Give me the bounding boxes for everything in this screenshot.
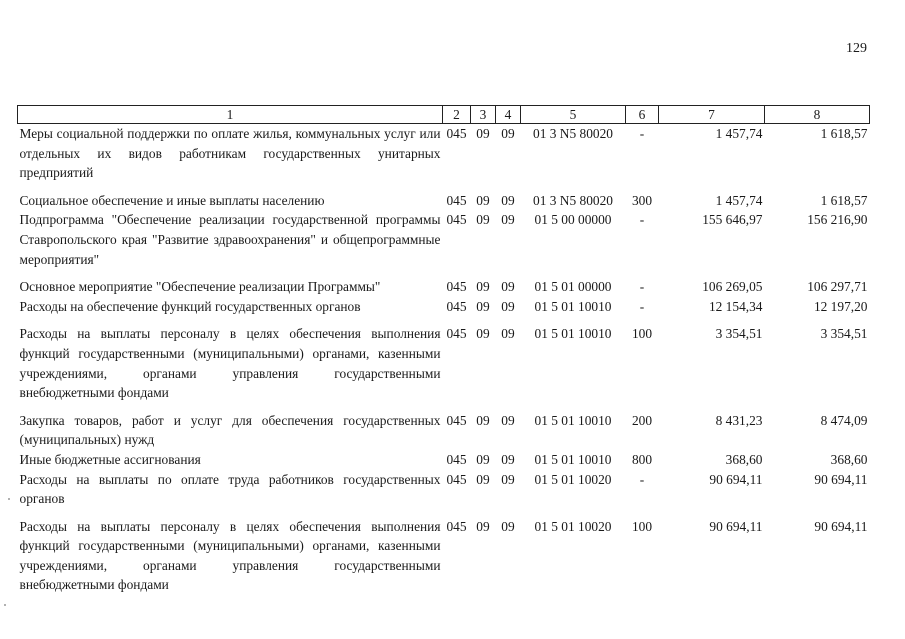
row-year1: 12 154,34: [708, 298, 763, 314]
row-year2: 90 694,11: [814, 518, 868, 534]
table-header-row: [18, 106, 870, 124]
row-name: Расходы на обеспечение функций государственных органов: [19, 298, 361, 314]
column-header-subsection: 4: [496, 106, 521, 124]
row-type: 800: [631, 451, 653, 467]
row-admin: 045: [446, 279, 467, 295]
table-row: [18, 297, 870, 325]
row-type: -: [639, 279, 645, 295]
table-row: [18, 324, 870, 410]
row-name: Подпрограмма "Обеспечение реализации государственной программы Ставропольского края "Развитие здравоохранения" и общепрограммные мероприятия": [19, 212, 441, 267]
row-year2: 106 297,71: [807, 279, 868, 295]
row-admin: 045: [446, 518, 467, 534]
row-section: 09: [476, 412, 490, 428]
column-header-year1: 7: [659, 106, 765, 124]
scan-speck: [4, 604, 6, 606]
row-subsection: 09: [501, 326, 515, 342]
row-target: 01 5 01 10010: [534, 298, 612, 314]
row-target: 01 5 00 00000: [534, 212, 612, 228]
row-subsection: 09: [501, 212, 515, 228]
row-year1: 155 646,97: [702, 212, 763, 228]
row-section: 09: [476, 451, 490, 467]
budget-table: [17, 105, 870, 595]
row-type: -: [639, 126, 645, 141]
row-name: Иные бюджетные ассигнования: [19, 451, 201, 467]
row-section: 09: [476, 126, 490, 141]
column-header-name: 1: [18, 106, 443, 124]
row-subsection: 09: [501, 298, 515, 314]
row-name: Закупка товаров, работ и услуг для обеспечения государственных (муниципальных) нужд: [19, 412, 441, 448]
table-row: [18, 470, 870, 517]
row-year1: 1 457,74: [715, 126, 763, 141]
row-name: Расходы на выплаты персоналу в целях обеспечения выполнения функций государственными (муниципальными) органами, казенными учреждениями, органами управления государственными внебюджетными фондами: [19, 518, 441, 593]
row-section: 09: [476, 471, 490, 487]
table-row: [18, 517, 870, 595]
row-target: 01 3 N5 80020: [533, 192, 613, 208]
row-year2: 1 618,57: [820, 192, 868, 208]
row-target: 01 5 01 00000: [534, 279, 612, 295]
row-year1: 3 354,51: [715, 326, 763, 342]
column-header-year2: 8: [765, 106, 870, 124]
row-section: 09: [476, 326, 490, 342]
row-target: 01 5 01 10010: [534, 412, 612, 428]
row-year1: 368,60: [725, 451, 763, 467]
row-admin: 045: [446, 471, 467, 487]
column-header-section: 3: [471, 106, 496, 124]
row-admin: 045: [446, 192, 467, 208]
row-admin: 045: [446, 412, 467, 428]
row-target: 01 5 01 10020: [534, 518, 612, 534]
row-name: Социальное обеспечение и иные выплаты населению: [19, 192, 325, 208]
row-admin: 045: [446, 298, 467, 314]
row-target: 01 5 01 10010: [534, 451, 612, 467]
row-section: 09: [476, 518, 490, 534]
row-subsection: 09: [501, 412, 515, 428]
row-subsection: 09: [501, 471, 515, 487]
row-year2: 1 618,57: [820, 126, 868, 141]
row-type: -: [639, 298, 645, 314]
column-header-target: 5: [521, 106, 626, 124]
row-year2: 8 474,09: [820, 412, 868, 428]
row-year2: 90 694,11: [814, 471, 868, 487]
table-row: [18, 191, 870, 211]
row-year1: 90 694,11: [709, 518, 763, 534]
row-name: Меры социальной поддержки по оплате жилья, коммунальных услуг или отдельных их видов работникам государственных унитарных предприятий: [19, 126, 441, 181]
row-year2: 368,60: [830, 451, 868, 467]
row-year1: 90 694,11: [709, 471, 763, 487]
row-subsection: 09: [501, 518, 515, 534]
row-year2: 3 354,51: [820, 326, 868, 342]
row-section: 09: [476, 212, 490, 228]
row-target: 01 5 01 10010: [534, 326, 612, 342]
row-admin: 045: [446, 126, 467, 141]
row-type: -: [639, 471, 645, 487]
page-number: 129: [846, 41, 867, 56]
table-row: [18, 210, 870, 277]
row-type: 200: [631, 412, 653, 428]
row-type: -: [639, 212, 645, 228]
row-section: 09: [476, 279, 490, 295]
row-admin: 045: [446, 212, 467, 228]
column-header-admin: 2: [443, 106, 471, 124]
row-subsection: 09: [501, 126, 515, 141]
row-target: 01 3 N5 80020: [533, 126, 613, 141]
table-row: [18, 277, 870, 297]
row-year1: 1 457,74: [715, 192, 763, 208]
row-name: Расходы на выплаты по оплате труда работников государственных органов: [19, 471, 441, 507]
column-header-type: 6: [626, 106, 659, 124]
row-subsection: 09: [501, 451, 515, 467]
row-year1: 8 431,23: [715, 412, 763, 428]
row-type: 100: [631, 326, 653, 342]
table-row: [18, 450, 870, 470]
row-year1: 106 269,05: [702, 279, 763, 295]
table-row: [18, 411, 870, 450]
row-name: Расходы на выплаты персоналу в целях обеспечения выполнения функций государственными (муниципальными) органами, казенными учреждениями, органами управления государственными внебюджетными фондами: [19, 326, 441, 401]
row-name: Основное мероприятие "Обеспечение реализации Программы": [19, 279, 381, 295]
row-year2: 156 216,90: [807, 212, 868, 228]
row-target: 01 5 01 10020: [534, 471, 612, 487]
row-subsection: 09: [501, 192, 515, 208]
row-section: 09: [476, 192, 490, 208]
row-type: 100: [631, 518, 653, 534]
row-type: 300: [631, 192, 653, 208]
row-admin: 045: [446, 326, 467, 342]
row-section: 09: [476, 298, 490, 314]
row-admin: 045: [446, 451, 467, 467]
row-year2: 12 197,20: [813, 298, 868, 314]
scan-speck: [8, 498, 10, 500]
row-subsection: 09: [501, 279, 515, 295]
table-row: [18, 124, 870, 191]
